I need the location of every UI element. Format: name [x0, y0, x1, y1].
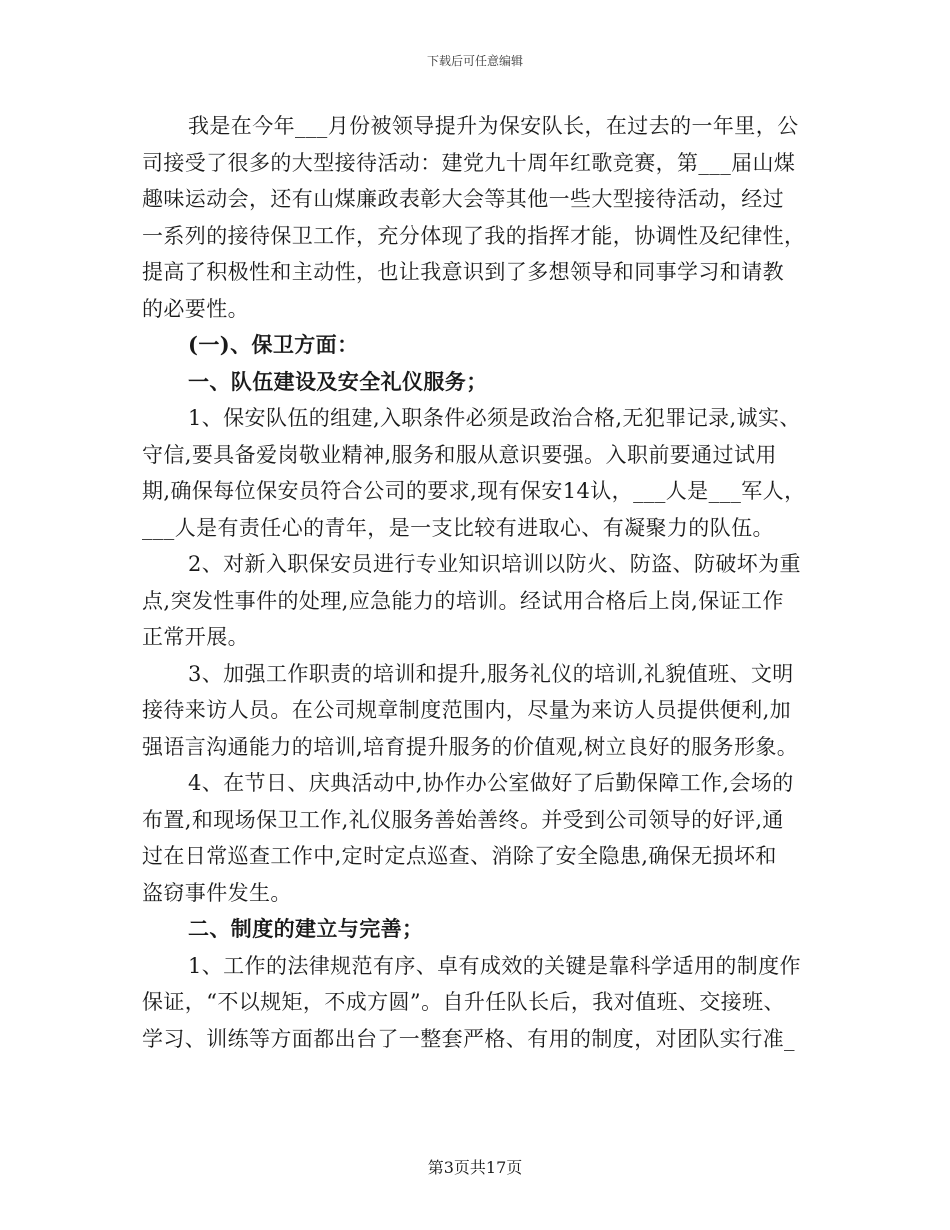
document-body [142, 108, 810, 1057]
paragraph [142, 108, 810, 327]
page-header: 下载后可任意编辑 [426, 54, 523, 68]
text-line: 正常开展。 [142, 625, 249, 649]
text-line: 趣味运动会，还有山煤廉政表彰大会等其他一些大型接待活动，经过 [142, 187, 784, 211]
text-line: 接待来访人员。在公司规章制度范围内，尽量为来访人员提供便利,加 [142, 698, 792, 722]
paragraph [142, 656, 810, 766]
section-heading [142, 911, 810, 948]
paragraph [142, 400, 810, 546]
text-line: 过在日常巡查工作中,定时定点巡查、消除了安全隐患,确保无损坏和 [142, 844, 777, 868]
text-line: 守信,要具备爱岗敬业精神,服务和服从意识要强。入职前要通过试用 [142, 442, 777, 467]
text-line: 保证，“不以规矩，不成方圆”。自升任队长后，我对值班、交接班、 [142, 990, 785, 1014]
text-line: 司接受了很多的大型接待活动：建党九十周年红歌竞赛，第___届山煤 [142, 150, 796, 175]
section-heading [142, 364, 810, 401]
paragraph [142, 948, 810, 1058]
text-line: 我是在今年___月份被领导提升为保安队长，在过去的一年里，公 [188, 114, 799, 138]
text-line: 点,突发性事件的处理,应急能力的培训。经试用合格后上岗,保证工作 [142, 588, 784, 613]
text-line: 的必要性。 [142, 296, 249, 321]
text-line: 3、加强工作职责的培训和提升,服务礼仪的培训,礼貌值班、文明 [188, 661, 794, 686]
text-line: 一、队伍建设及安全礼仪服务； [188, 368, 488, 394]
text-line: 1、保安队伍的组建,入职条件必须是政治合格,无犯罪记录,诚实、 [188, 406, 801, 430]
text-line: 一系列的接待保卫工作，充分体现了我的指挥才能，协调性及纪律性， [142, 223, 806, 248]
text-line: 盗窃事件发生。 [142, 880, 292, 905]
text-line: 提高了积极性和主动性，也让我意识到了多想领导和同事学习和请教 [142, 260, 784, 284]
text-line: 1、工作的法律规范有序、卓有成效的关键是靠科学适用的制度作 [188, 953, 801, 978]
text-line: 4、在节日、庆典活动中,协作办公室做好了后勤保障工作,会场的 [188, 771, 794, 795]
section-heading [142, 327, 810, 364]
page-number: 第3页共17页 [427, 1158, 523, 1177]
text-line: 二、制度的建立与完善； [188, 916, 424, 941]
text-line: 期,确保每位保安员符合公司的要求,现有保安14认，___人是___军人， [142, 479, 806, 503]
text-line: 强语言沟通能力的培训,培育提升服务的价值观,树立良好的服务形象。 [142, 734, 799, 759]
text-line: ___人是有责任心的青年，是一支比较有进取心、有凝聚力的队伍。 [142, 515, 774, 540]
text-line: (一)、保卫方面： [188, 332, 359, 357]
text-line: 学习、训练等方面都出台了一整套严格、有用的制度，对团队实行准_ [142, 1026, 795, 1051]
paragraph [142, 765, 810, 911]
paragraph [142, 546, 810, 656]
text-line: 2、对新入职保安员进行专业知识培训以防火、防盗、防破坏为重 [188, 552, 801, 576]
text-line: 布置,和现场保卫工作,礼仪服务善始善终。并受到公司领导的好评,通 [142, 807, 784, 832]
